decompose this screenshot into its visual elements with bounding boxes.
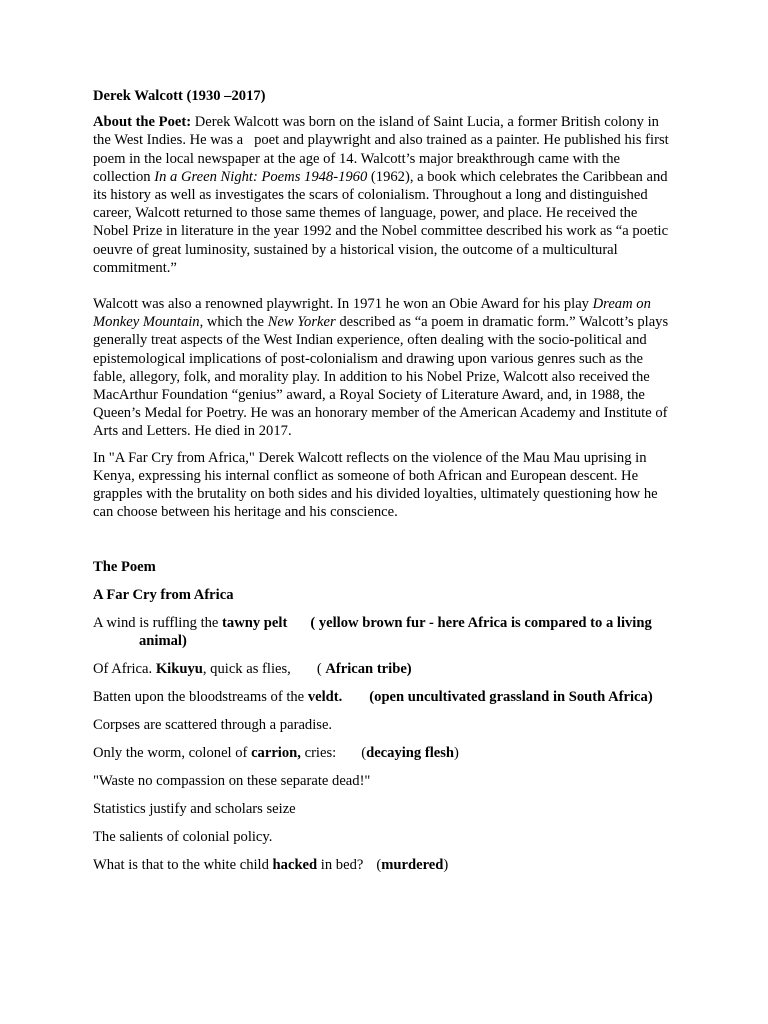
gloss-hacked: murdered — [381, 857, 444, 874]
poem-line-7: Statistics justify and scholars seize — [93, 801, 296, 818]
poem-line-5 — [93, 744, 676, 762]
plays-text-3: described as “a poem in dramatic form.” Walcott’s plays generally treat aspects of the West Indian experience, often dealing with the socio-political and epistemological implications of post-colonialism and drawing upon various genres such as the fable, allegory, folk, and morality play. In addition to his Nobel Prize, Walcott also received the MacArthur Foundation “genius” award, a Royal Society of Literature Award, and, in 1988, the Queen’s Medal for Poetry. He was an honorary member of the American Academy and Institute of Arts and Letters. He died in 2017. — [93, 314, 669, 440]
poem-line-1 — [93, 614, 676, 650]
plays-magazine-title: New Yorker — [267, 314, 336, 331]
plays-text-1: Walcott was also a renowned playwright. In 1971 he won an Obie Award for his play — [93, 296, 593, 313]
about-text-1: Derek Walcott was born on the island of Saint Lucia, a former British colony in the West Indies. He was a poet and playwright and also trained as a painter. He published his first poem in the local newspaper at the age of 14. Walcott’s major breakthrough came with the collection — [93, 114, 669, 185]
poem-line-8: The salients of colonial policy. — [93, 829, 273, 846]
gloss-veldt: (open uncultivated grassland in South Africa) — [369, 689, 653, 706]
glossed-word-veldt: veldt. — [307, 689, 343, 706]
plays-paragraph — [93, 295, 676, 441]
poem-section-heading: The Poem — [93, 559, 156, 576]
about-paragraph — [93, 113, 676, 277]
poem-line-2-text-1: Of Africa. — [93, 661, 156, 678]
gloss-carrion-close: ) — [454, 745, 459, 762]
glossed-word-carrion: carrion, — [251, 745, 301, 762]
poem-line-9-text-2: in bed? — [317, 857, 364, 874]
gloss-hacked-open: ( — [376, 857, 382, 874]
gloss-carrion-open: ( — [361, 745, 367, 762]
poem-line-1-text: A wind is ruffling the — [93, 614, 223, 631]
gloss-tawny-pelt: ( yellow brown fur - here Africa is compared to a living animal) — [139, 614, 652, 650]
gloss-hacked-close: ) — [443, 857, 449, 874]
plays-play-title: Dream on Monkey Mountain — [93, 296, 651, 331]
document-title: Derek Walcott (1930 –2017) — [93, 88, 266, 104]
summary-paragraph: In "A Far Cry from Africa," Derek Walcott reflects on the violence of the Mau Mau uprising in Kenya, expressing his internal conflict as someone of both African and European descent. He grapples with the brutality on both sides and his divided loyalties, ultimately questioning how he can choose between his heritage and his conscience. — [93, 449, 658, 521]
poem-line-3-text: Batten upon the bloodstreams of the — [93, 689, 308, 706]
poem-title: A Far Cry from Africa — [93, 586, 234, 603]
about-label: About the Poet: — [93, 114, 192, 131]
glossed-word-kikuyu: Kikuyu — [155, 661, 203, 678]
poem-line-3 — [93, 688, 676, 706]
gloss-kikuyu: African tribe) — [325, 661, 412, 678]
about-text-2: (1962), a book which celebrates the Caribbean and its history as well as investigates the scars of colonialism. Throughout a long and distinguished career, Walcott returned to those same themes of language, power, and place. He received the Nobel Prize in literature in the year 1992 and the Nobel committee described his work as “a poetic oeuvre of great luminosity, sustained by a historical vision, the outcome of a multicultural commitment.” — [93, 168, 669, 276]
poem-line-2-text-2: , quick as flies, — [202, 661, 291, 678]
gloss-carrion: decaying flesh — [366, 745, 455, 762]
gloss-kikuyu-open: ( — [316, 661, 326, 678]
plays-text-2: , which the — [199, 314, 268, 331]
poem-line-6: "Waste no compassion on these separate dead!" — [93, 773, 371, 790]
poem-line-5-text-2: cries: — [300, 745, 337, 762]
poem-line-2 — [93, 660, 676, 678]
glossed-word-hacked: hacked — [272, 857, 318, 874]
glossed-word-tawny-pelt: tawny pelt — [222, 614, 288, 631]
poem-line-9-text: What is that to the white child — [93, 857, 273, 874]
about-book-title: In a Green Night: Poems 1948-1960 — [154, 168, 368, 185]
poem-line-9 — [93, 856, 676, 874]
poem-line-4: Corpses are scattered through a paradise. — [93, 717, 333, 734]
poem-line-5-text: Only the worm, colonel of — [93, 745, 252, 762]
